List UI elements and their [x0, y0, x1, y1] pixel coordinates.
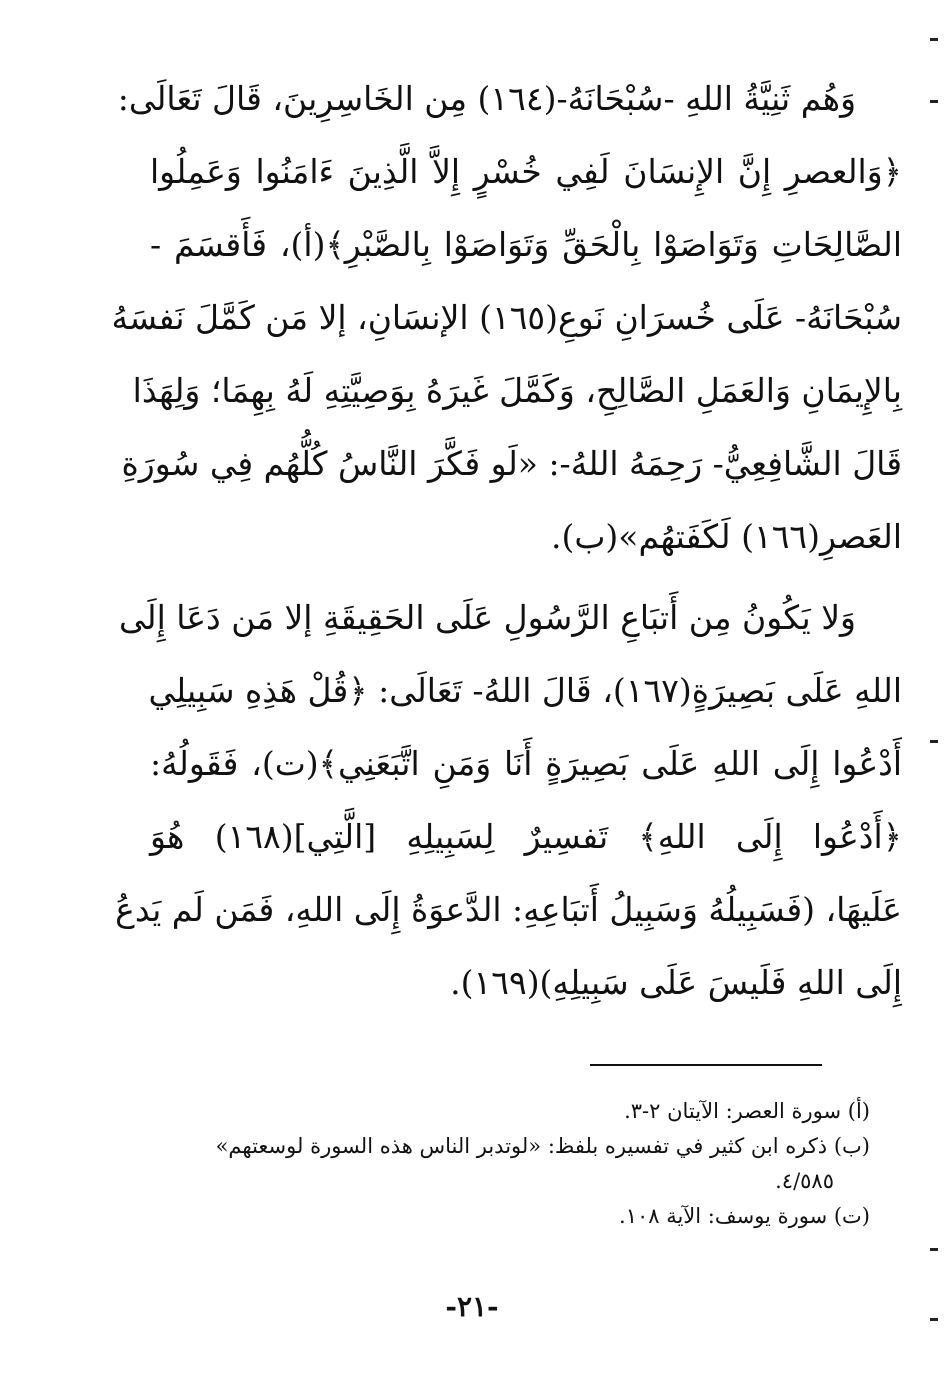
footnotes	[150, 1094, 870, 1234]
scan-edge-mark	[930, 38, 938, 41]
text-line: سُبْحَانَهُ- عَلَى خُسرَانِ نَوعِ(١٦٥) الإنسَانِ، إلا مَن كَمَّلَ نَفسَهُ	[111, 298, 902, 337]
text-line: ﴿وَالعصرِ إِنَّ الإِنسَانَ لَفِي خُسْرٍ إِلاَّ الَّذِينَ ءَامَنُوا وَعَمِلُوا	[150, 152, 902, 191]
text-line: اللهِ عَلَى بَصِيرَةٍ(١٦٧)، قَالَ اللهُ- تَعَالَى: ﴿قُلْ هَذِهِ سَبِيلِي	[148, 671, 902, 710]
scan-edge-mark	[930, 100, 938, 103]
scan-edge-mark	[930, 1248, 938, 1251]
paragraph-gap	[150, 573, 902, 581]
text-line: بِالإِيمَانِ وَالعَمَلِ الصَّالِحِ، وَكَمَّلَ غَيرَهُ بِوَصِيَّتِهِ لَهُ بِهِمَا؛ وَلِهَذَا	[132, 371, 902, 410]
text-line: إِلَى اللهِ فَلَيسَ عَلَى سَبِيلِهِ)(١٦٩).	[450, 963, 902, 1002]
footnote-t: (ت) سورة يوسف: الآية ١٠٨.	[619, 1204, 870, 1228]
text-line: وَلا يَكُونُ مِن أَتبَاعِ الرَّسُولِ عَلَى الحَقِيقَةِ إلا مَن دَعَا إِلَى	[119, 598, 856, 637]
text-line: ﴿أَدْعُوا إِلَى اللهِ﴾ تَفسِيرٌ لِسَبِيلِهِ [الَّتِي](١٦٨) هُوَ	[150, 817, 902, 856]
scan-edge-mark	[930, 740, 938, 743]
text-line: العَصرِ(١٦٦) لَكَفَتهُم»(ب).	[551, 517, 902, 556]
text-line: وَهُم ثَنِيَّةُ اللهِ -سُبْحَانَهُ-(١٦٤) مِن الخَاسِرِينَ، قَالَ تَعَالَى:	[117, 79, 856, 118]
main-text	[111, 62, 902, 1019]
footnote-divider	[590, 1064, 822, 1066]
footnote-b-continuation: ٤/٥٨٥.	[775, 1169, 834, 1193]
footnote-a: (أ) سورة العصر: الآيتان ٢-٣.	[624, 1099, 870, 1123]
text-line: قَالَ الشَّافِعِيُّ- رَحِمَهُ اللهُ-: «لَو فَكَّرَ النَّاسُ كُلُّهُم فِي سُورَةِ	[121, 444, 902, 483]
page-number: -٢١-	[445, 1290, 499, 1323]
text-line: الصَّالِحَاتِ وَتَوَاصَوْا بِالْحَقِّ وَتَوَاصَوْا بِالصَّبْرِ﴾(أ)، فَأَقسَمَ -	[150, 225, 902, 264]
text-line: أَدْعُوا إِلَى اللهِ عَلَى بَصِيرَةٍ أَنَا وَمَنِ اتَّبَعَنِي﴾(ت)، فَقَولُهُ:	[150, 744, 902, 783]
scan-edge-mark	[930, 1318, 938, 1321]
text-line: عَلَيهَا، (فَسَبِيلُهُ وَسَبِيلُ أَتبَاعِهِ: الدَّعوَةُ إِلَى اللهِ، فَمَن لَم يَدعُ	[115, 890, 902, 929]
footnote-b: (ب) ذكره ابن كثير في تفسيره بلفظ: «لوتدبر الناس هذه السورة لوسعتهم»	[215, 1134, 870, 1158]
